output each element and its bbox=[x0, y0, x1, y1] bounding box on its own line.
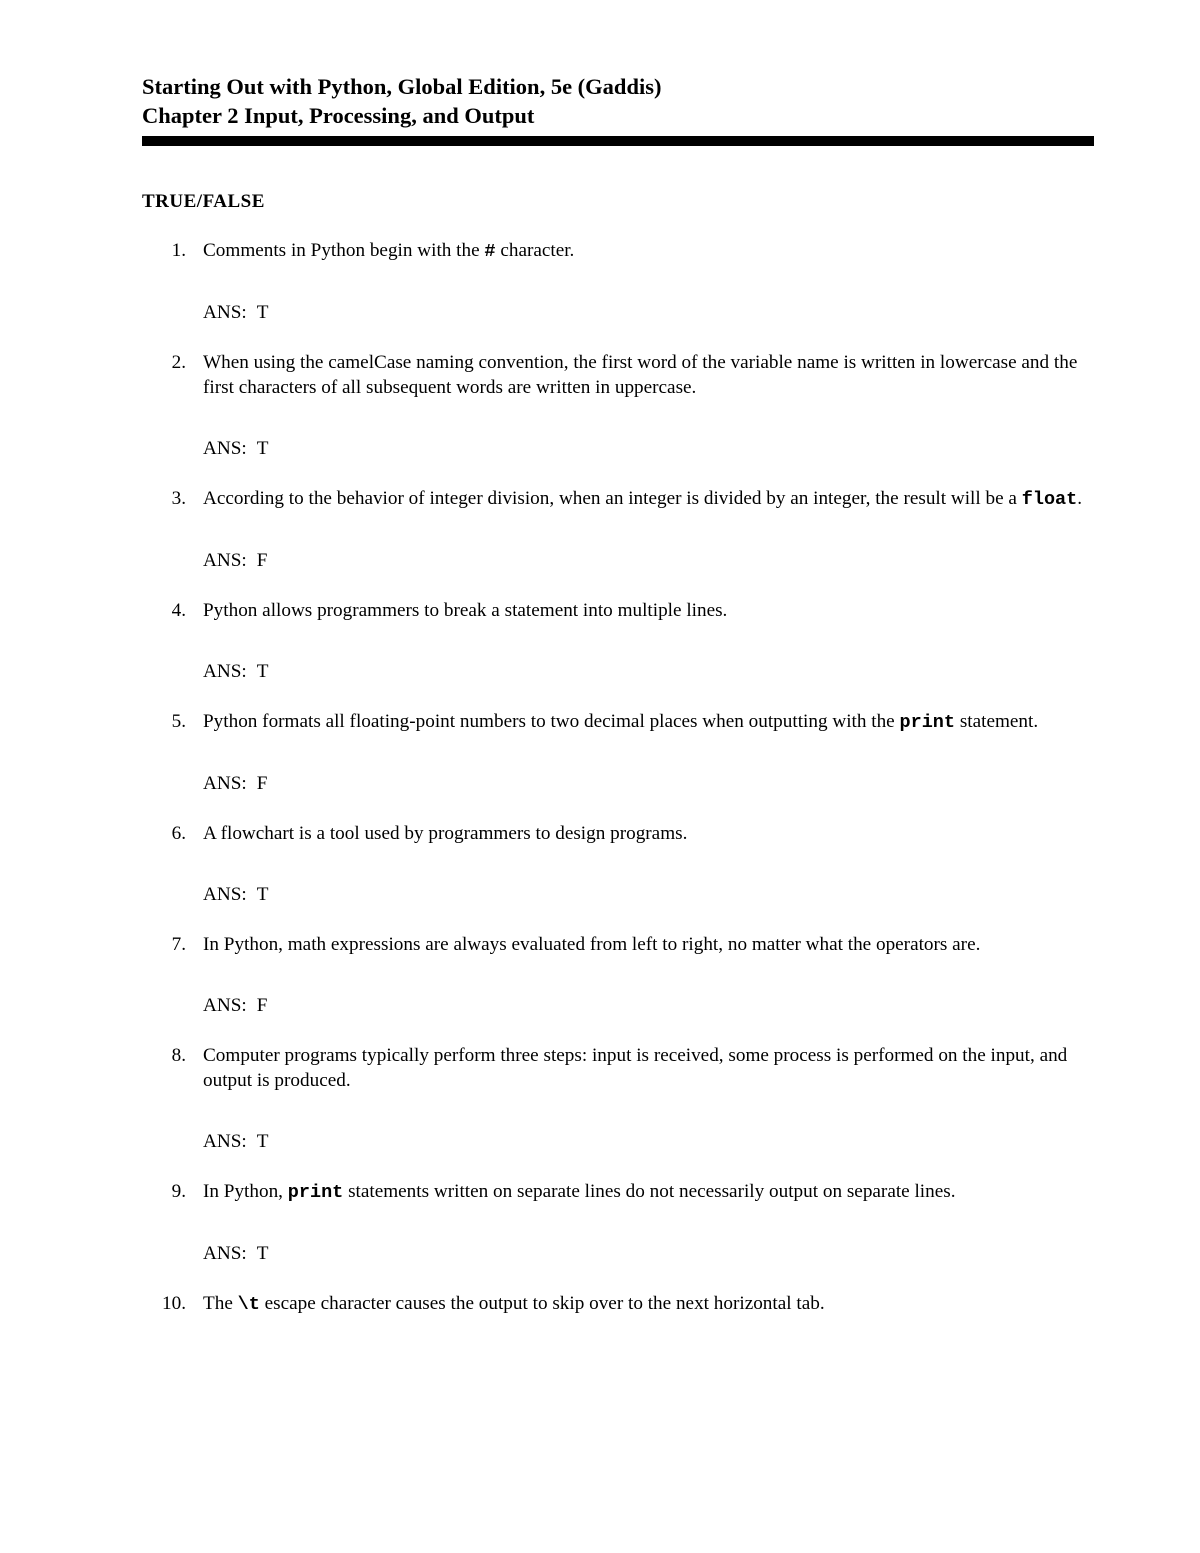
question-number: 2. bbox=[171, 352, 186, 373]
question-item bbox=[142, 1179, 1094, 1266]
answer-value: F bbox=[256, 550, 268, 571]
title-rule bbox=[142, 136, 1094, 146]
answer-line bbox=[203, 1129, 1094, 1154]
question-text-segment: Python allows programmers to break a statement into multiple lines. bbox=[203, 600, 728, 621]
section-heading: TRUE/FALSE bbox=[142, 191, 265, 212]
answer-line bbox=[203, 882, 1094, 907]
question-text-segment: statements written on separate lines do not necessarily output on separate lines. bbox=[343, 1181, 956, 1202]
answer-label: ANS: bbox=[203, 884, 247, 905]
answer-line bbox=[203, 1241, 1094, 1266]
question-item bbox=[142, 932, 1094, 1018]
answer-line bbox=[203, 659, 1094, 684]
question-text-segment: character. bbox=[495, 240, 575, 261]
question-text-segment: escape character causes the output to skip over to the next horizontal tab. bbox=[259, 1293, 825, 1314]
question-text-segment: In Python, bbox=[203, 1181, 288, 1202]
question-item bbox=[142, 821, 1094, 907]
answer-value: T bbox=[256, 438, 269, 459]
question-text bbox=[203, 486, 1094, 512]
answer-value: T bbox=[256, 884, 269, 905]
question-item bbox=[142, 238, 1094, 325]
answer-label: ANS: bbox=[203, 661, 247, 682]
question-text bbox=[203, 1179, 1094, 1205]
answer-label: ANS: bbox=[203, 302, 247, 323]
inline-code: print bbox=[899, 712, 956, 733]
inline-code: print bbox=[287, 1182, 344, 1203]
question-text-segment: The bbox=[203, 1293, 238, 1314]
question-number: 4. bbox=[171, 600, 186, 621]
question-number: 3. bbox=[171, 488, 186, 509]
question-number: 9. bbox=[171, 1181, 186, 1202]
answer-label: ANS: bbox=[203, 550, 247, 571]
question-number: 10. bbox=[162, 1293, 186, 1314]
question-text bbox=[203, 821, 1094, 846]
inline-code: \t bbox=[237, 1294, 260, 1315]
question-item bbox=[142, 598, 1094, 684]
question-text-segment: When using the camelCase naming convention, the first word of the variable name is written in lowercase and the first characters of all subsequent words are written in uppercase. bbox=[203, 352, 1078, 398]
question-text-segment: . bbox=[1077, 488, 1083, 509]
inline-code: # bbox=[484, 241, 496, 262]
answer-line bbox=[203, 436, 1094, 461]
question-item bbox=[142, 1043, 1094, 1154]
answer-value: T bbox=[256, 661, 269, 682]
question-item bbox=[142, 1291, 1094, 1317]
answer-label: ANS: bbox=[203, 773, 247, 794]
question-text bbox=[203, 1043, 1094, 1093]
book-title: Starting Out with Python, Global Edition, 5e (Gaddis) bbox=[142, 74, 662, 99]
answer-value: T bbox=[256, 302, 269, 323]
answer-value: F bbox=[256, 995, 268, 1016]
answer-label: ANS: bbox=[203, 1243, 247, 1264]
question-item bbox=[142, 709, 1094, 796]
answer-label: ANS: bbox=[203, 995, 247, 1016]
question-text-segment: A flowchart is a tool used by programmers to design programs. bbox=[203, 823, 688, 844]
answer-label: ANS: bbox=[203, 1131, 247, 1152]
question-text bbox=[203, 709, 1094, 735]
question-item bbox=[142, 350, 1094, 461]
question-text-segment: Computer programs typically perform three steps: input is received, some process is performed on the input, and output is produced. bbox=[203, 1045, 1068, 1091]
answer-line bbox=[203, 771, 1094, 796]
question-text-segment: Python formats all floating-point numbers to two decimal places when outputting with the bbox=[203, 711, 900, 732]
question-text-segment: In Python, math expressions are always evaluated from left to right, no matter what the operators are. bbox=[203, 934, 981, 955]
question-text-segment: statement. bbox=[955, 711, 1039, 732]
question-text-segment: According to the behavior of integer division, when an integer is divided by an integer, the result will be a bbox=[203, 488, 1022, 509]
answer-line bbox=[203, 300, 1094, 325]
answer-value: T bbox=[256, 1131, 269, 1152]
question-text bbox=[203, 238, 1094, 264]
question-number: 7. bbox=[171, 934, 186, 955]
inline-code: float bbox=[1021, 489, 1078, 510]
question-text-segment: Comments in Python begin with the bbox=[203, 240, 485, 261]
question-number: 6. bbox=[171, 823, 186, 844]
question-text bbox=[203, 350, 1094, 400]
question-number: 1. bbox=[171, 240, 186, 261]
question-text bbox=[203, 1291, 1094, 1317]
answer-line bbox=[203, 993, 1094, 1018]
answer-label: ANS: bbox=[203, 438, 247, 459]
question-text bbox=[203, 598, 1094, 623]
question-number: 8. bbox=[171, 1045, 186, 1066]
answer-value: F bbox=[256, 773, 268, 794]
chapter-title: Chapter 2 Input, Processing, and Output bbox=[142, 103, 535, 128]
answer-value: T bbox=[256, 1243, 269, 1264]
question-item bbox=[142, 486, 1094, 573]
question-list bbox=[142, 238, 1094, 1317]
answer-line bbox=[203, 548, 1094, 573]
question-text bbox=[203, 932, 1094, 957]
document-page bbox=[142, 72, 1094, 1317]
question-number: 5. bbox=[171, 711, 186, 732]
